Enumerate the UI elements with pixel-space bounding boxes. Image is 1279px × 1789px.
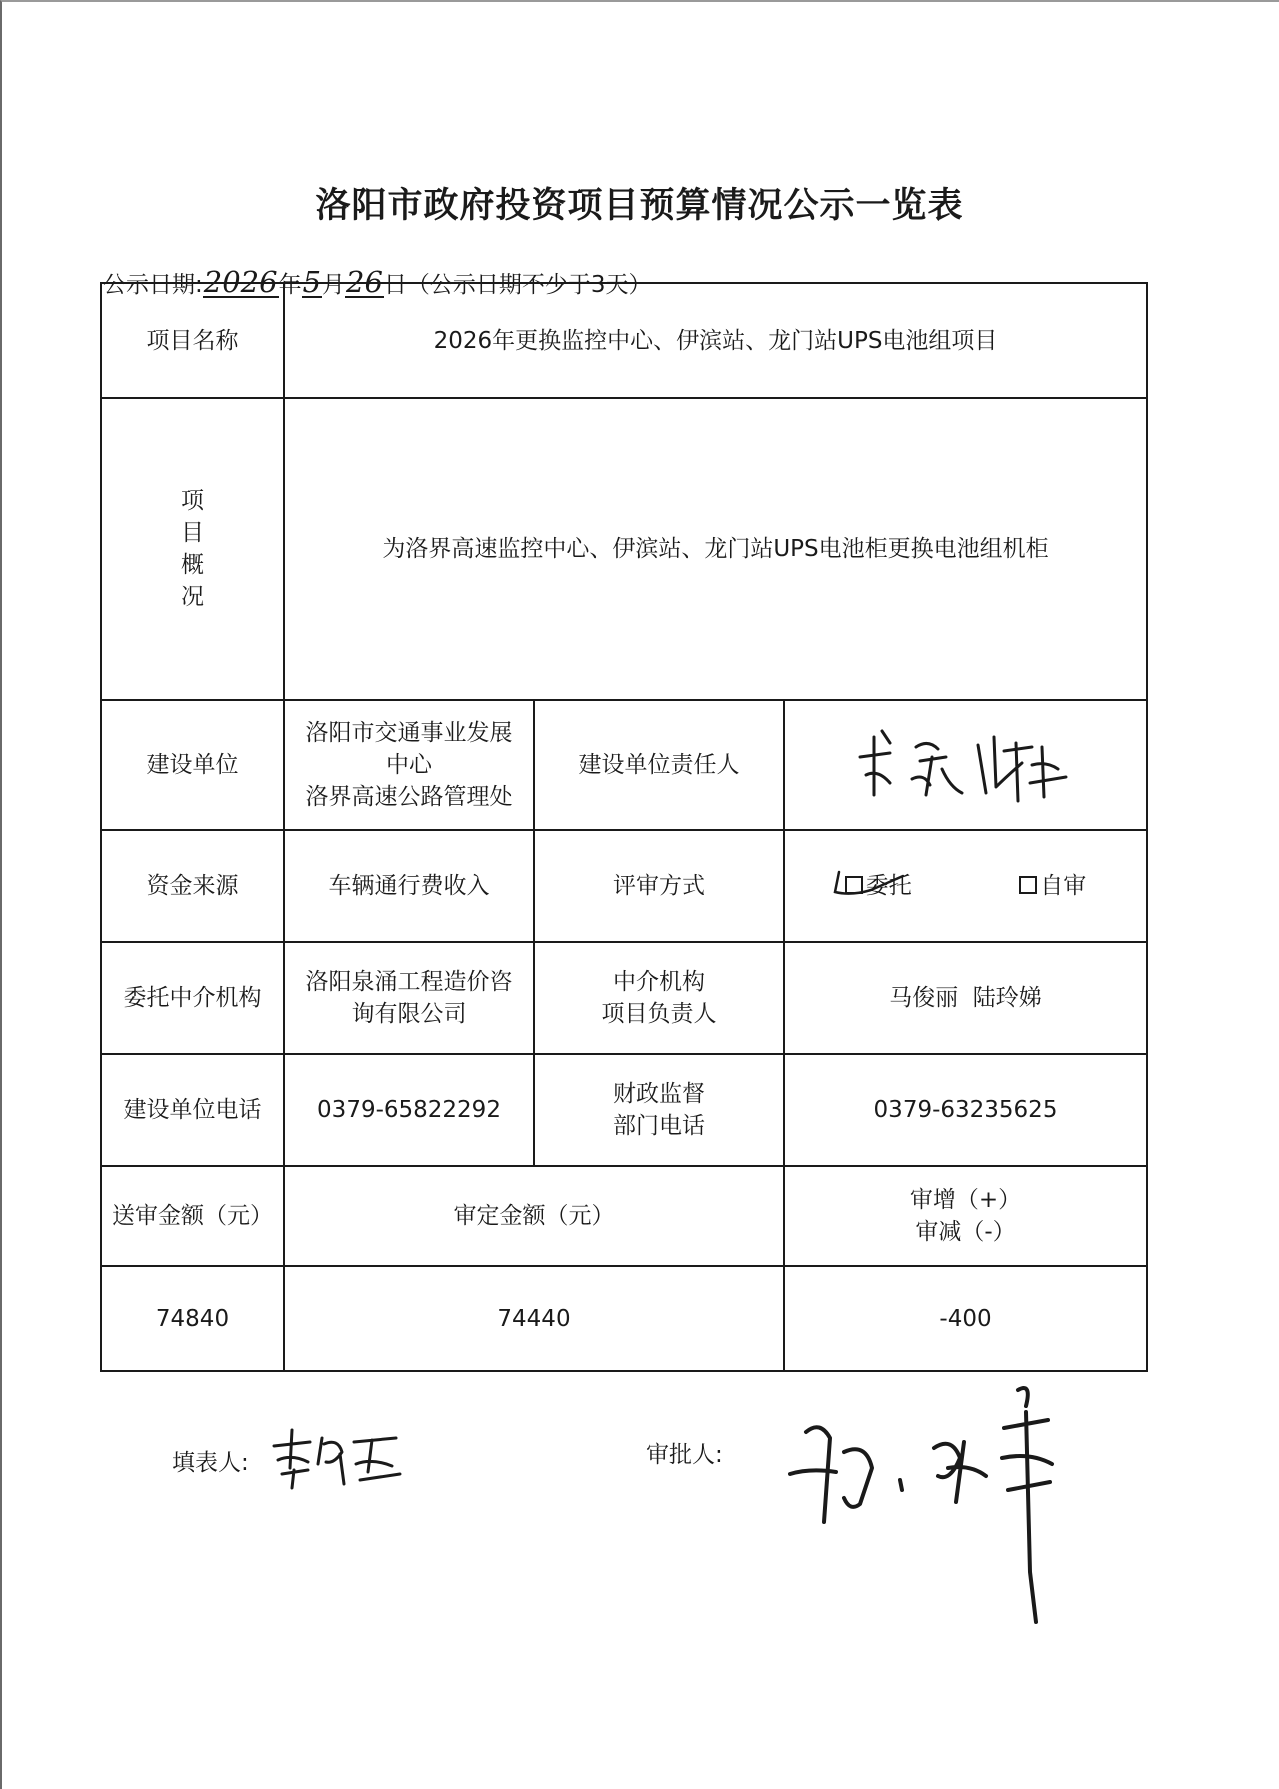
construction-unit-value: 洛阳市交通事业发展 中心 洛界高速公路管理处 <box>284 700 534 830</box>
overview-value: 为洛界高速监控中心、伊滨站、龙门站UPS电池柜更换电池组机柜 <box>284 398 1147 700</box>
date-month-unit: 月 <box>322 272 346 298</box>
submitted-amount-header: 送审金额（元） <box>101 1166 284 1266</box>
responsible-person-label: 建设单位责任人 <box>534 700 784 830</box>
unit-phone-value: 0379-65822292 <box>284 1054 534 1166</box>
construction-unit-label: 建设单位 <box>101 700 284 830</box>
row-project-name <box>101 283 1147 398</box>
option-self-review[interactable]: 自审 <box>1019 870 1086 902</box>
agency-value: 洛阳泉涌工程造价咨 询有限公司 <box>284 942 534 1054</box>
review-method-options <box>784 830 1147 942</box>
date-day-unit: 日 <box>383 272 407 298</box>
date-label: 公示日期: <box>103 272 203 298</box>
row-construction-unit <box>101 700 1147 830</box>
budget-table <box>100 282 1148 1372</box>
overview-label-vertical: 项 目 概 况 <box>181 488 204 610</box>
responsible-signature-drawing <box>846 717 1086 813</box>
row-agency <box>101 942 1147 1054</box>
document-title: 洛阳市政府投资项目预算情况公示一览表 <box>315 186 964 226</box>
filler-signature <box>268 1424 408 1494</box>
responsible-person-signature <box>784 700 1147 830</box>
date-day-handwritten: 26 <box>346 265 383 299</box>
funding-source-label: 资金来源 <box>101 830 284 942</box>
date-month-handwritten: 5 <box>302 265 322 299</box>
approved-amount-value: 74440 <box>284 1266 784 1371</box>
finance-phone-label: 财政监督 部门电话 <box>534 1054 784 1166</box>
submitted-amount-value: 74840 <box>101 1266 284 1371</box>
date-note: （公示日期不少于3天） <box>406 272 652 298</box>
row-overview <box>101 398 1147 700</box>
approved-amount-header: 审定金额（元） <box>284 1166 784 1266</box>
approver-label: 审批人: <box>646 1442 723 1468</box>
filler-label: 填表人: <box>172 1450 249 1476</box>
difference-header: 审增（+） 审减（-） <box>784 1166 1147 1266</box>
entrust-check-mark <box>831 866 911 902</box>
row-funding <box>101 830 1147 942</box>
row-amounts <box>101 1266 1147 1371</box>
approver-signature <box>780 1372 1080 1632</box>
row-phone <box>101 1054 1147 1166</box>
agency-lead-label: 中介机构 项目负责人 <box>534 942 784 1054</box>
date-year-unit: 年 <box>278 272 302 298</box>
unit-phone-label: 建设单位电话 <box>101 1054 284 1166</box>
row-amounts-header <box>101 1166 1147 1266</box>
overview-label <box>101 398 284 700</box>
agency-label: 委托中介机构 <box>101 942 284 1054</box>
agency-lead-value: 马俊丽 陆玲娣 <box>784 942 1147 1054</box>
option-entrust[interactable]: 委托 <box>845 870 912 902</box>
date-year-handwritten: 2026 <box>203 265 278 299</box>
review-method-wrap <box>791 870 1140 902</box>
project-name-label: 项目名称 <box>101 283 284 398</box>
review-method-label: 评审方式 <box>534 830 784 942</box>
difference-value: -400 <box>784 1266 1147 1371</box>
self-review-checkbox[interactable] <box>1019 876 1037 894</box>
finance-phone-value: 0379-63235625 <box>784 1054 1147 1166</box>
project-name-value: 2026年更换监控中心、伊滨站、龙门站UPS电池组项目 <box>284 283 1147 398</box>
funding-source-value: 车辆通行费收入 <box>284 830 534 942</box>
